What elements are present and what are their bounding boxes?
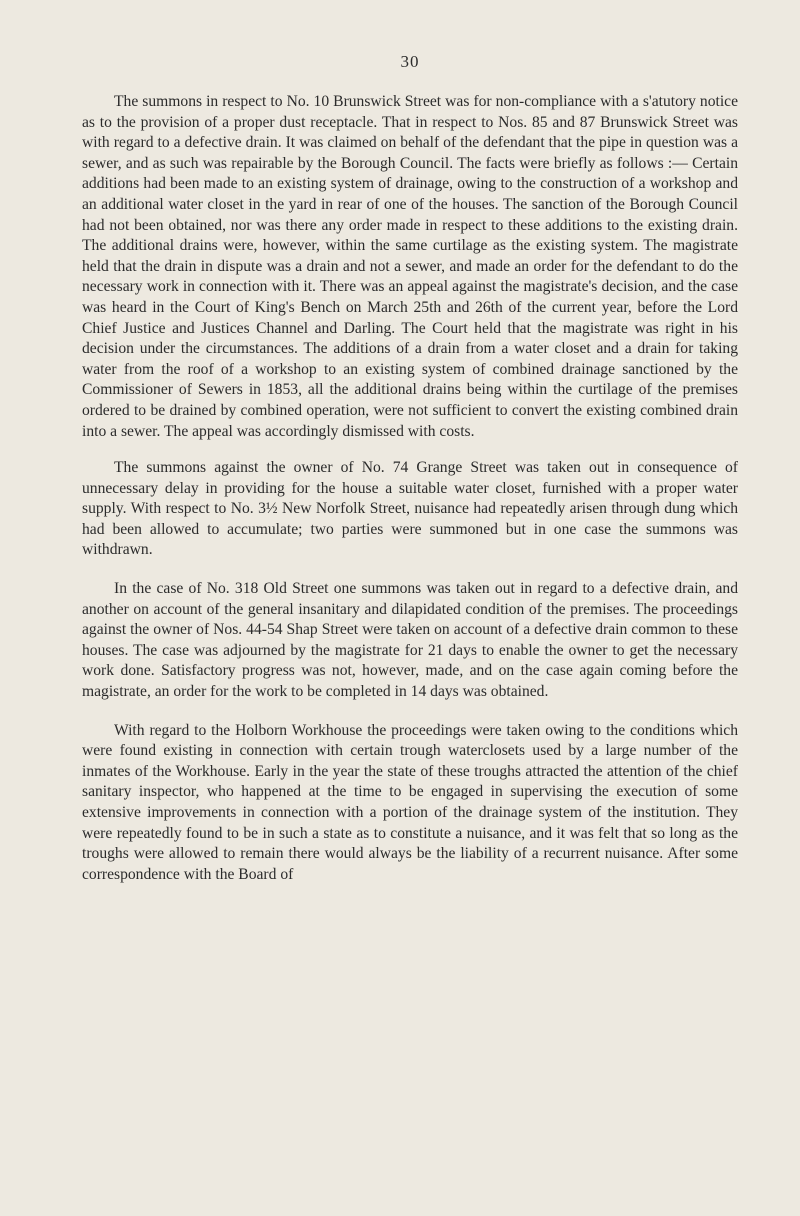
page-number: 30 (400, 52, 420, 71)
paragraph-grange-street: The summons against the owner of No. 74 Grange Street was taken out in consequence of unnecessary delay in providing for the house a suitable water closet, furnished with a proper water supply. With respect to No. 3½ New Norfolk Street, nuisance had repeatedly arisen through dung which had been allowed to accumulate; two parties were summoned but in one case the summons was withdrawn. (82, 459, 738, 559)
paragraph-holborn-workhouse: With regard to the Holborn Workhouse the proceedings were taken owing to the conditions which were found existing in connection with certain trough waterclosets used by a large number of the inmates of the Workhouse. Early in the year the state of these troughs attracted the attention of the chief sanitary inspector, who happened at the time to be engaged in supervising the execution of some extensive improvements in connection with a portion of the drainage system of the institution. They were repeatedly found to be in such a state as to constitute a nuisance, and it was felt that so long as the troughs were allowed to remain there would always be the liability of a recurrent nuisance. After some correspondence with the Board of (82, 721, 738, 883)
paragraph-old-street: In the case of No. 318 Old Street one summons was taken out in regard to a defective drain, and another on account of the general insanitary and dilapidated condition of the premises. The proceedings against the owner of Nos. 44-54 Shap Street were taken on account of a defective drain common to these houses. The case was adjourned by the magistrate for 21 days to enable the owner to get the necessary work done. Satisfactory progress was not, however, made, and on the case again coming before the magistrate, an order for the work to be completed in 14 days was obtained. (82, 580, 738, 701)
paragraph-brunswick-street: The summons in respect to No. 10 Brunswick Street was for non-compliance with a s'atutory notice as to the provision of a proper dust receptacle. That in respect to Nos. 85 and 87 Brunswick Street was with regard to a defective drain. It was claimed on behalf of the defendant that the pipe in question was a sewer, and as such was repairable by the Borough Council. The facts were briefly as follows :— Certain additions had been made to an existing system of drainage, owing to the construction of a workshop and an additional water closet in the yard in rear of one of the houses. The sanction of the Borough Council had not been obtained, nor was there any order made in respect to these additions to the existing drain. The additional drains were, however, within the same curtilage as the existing system. The magistrate held that the drain in dispute was a drain and not a sewer, and made an order for the defendant to do the necessary work in connection with it. There was an appeal against the magistrate's decision, and the case was heard in the Court of King's Bench on March 25th and 26th of the current year, before the Lord Chief Justice and Justices Channel and Darling. The Court held that the magistrate was right in his decision under the circumstances. The additions of a drain from a water closet and a drain for taking water from the roof of a workshop to an existing system of combined drainage sanctioned by the Commissioner of Sewers in 1853, all the additional drains being within the curtilage of the premises ordered to be drained by combined operation, were not sufficient to convert the existing combined drain into a sewer. The appeal was accordingly dismissed with costs. (82, 93, 738, 440)
